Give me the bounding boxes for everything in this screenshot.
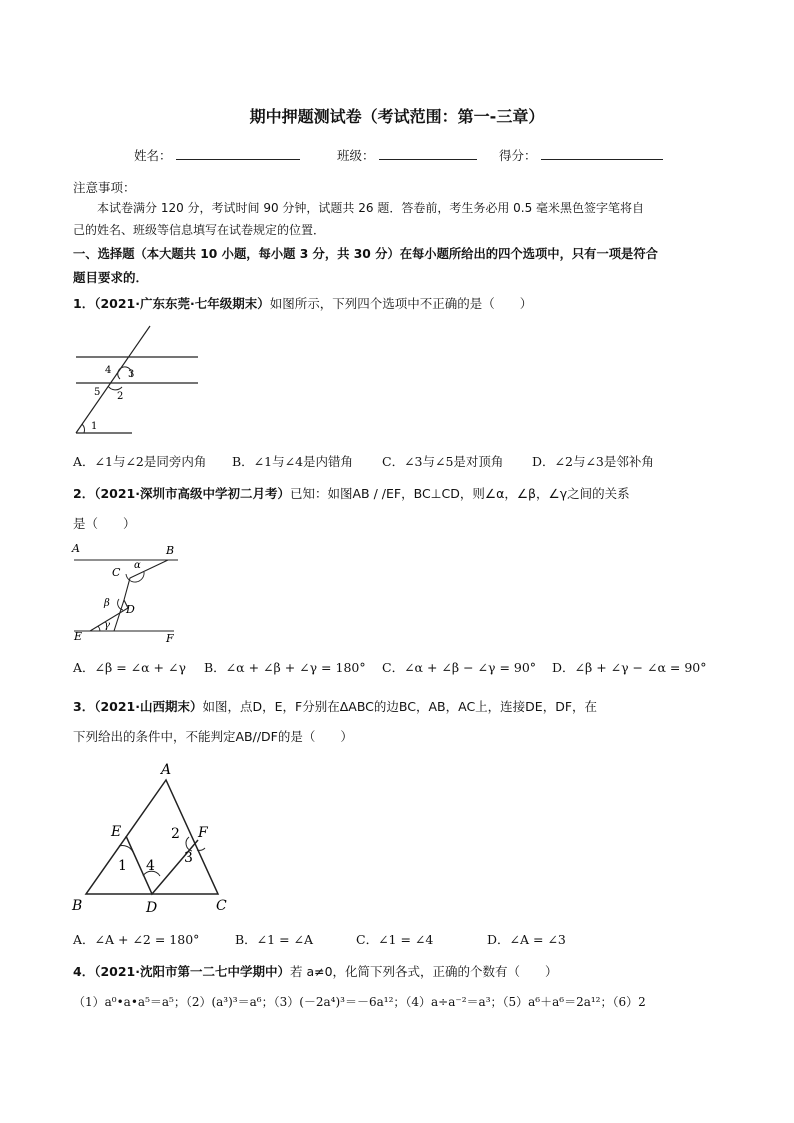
q3-label-1: 1: [118, 858, 127, 874]
q2-label-e: E: [74, 630, 83, 643]
q3-label-3: 3: [184, 850, 193, 866]
q1-label-5: 5: [94, 387, 101, 398]
question-2-option-d[interactable]: D．∠β + ∠γ − ∠α = 90°: [552, 660, 707, 675]
q2-label-f: F: [166, 632, 174, 645]
question-3-figure: [68, 758, 238, 918]
q3-label-2: 2: [171, 826, 180, 842]
class-field[interactable]: [337, 146, 477, 164]
question-1-option-d[interactable]: D．∠2与∠3是邻补角: [532, 454, 654, 469]
q3-label-c: C: [216, 898, 227, 914]
q2-label-c: C: [112, 566, 121, 579]
q3-label-a: A: [161, 762, 172, 778]
name-blank[interactable]: [176, 147, 300, 160]
q2-label-alpha: α: [134, 560, 141, 571]
q1-label-3: 3: [128, 369, 135, 380]
q3-label-e: E: [111, 824, 122, 840]
question-2-option-c[interactable]: C．∠α + ∠β − ∠γ = 90°: [382, 660, 537, 675]
question-4-text: 若 a≠0，化简下列各式，正确的个数有（ ）: [290, 964, 558, 979]
notes-heading: 注意事项：: [73, 180, 136, 195]
question-2-stem-line-2: 是（ ）: [73, 516, 136, 531]
q2-label-b: B: [166, 544, 175, 557]
question-4-source: （2021·沈阳市第一二七中学期中）: [94, 964, 290, 979]
question-3-option-b[interactable]: B．∠1 = ∠A: [235, 932, 314, 947]
question-1-source: （2021·广东东莞·七年级期末）: [94, 296, 270, 311]
q1-label-1: 1: [91, 421, 98, 432]
question-1-option-b[interactable]: B．∠1与∠4是内错角: [232, 454, 354, 469]
q3-label-f: F: [198, 825, 208, 841]
question-1-option-a[interactable]: A．∠1与∠2是同旁内角: [73, 454, 207, 469]
notes-line-2: 己的姓名、班级等信息填写在试卷规定的位置．: [73, 223, 326, 237]
q1-label-4: 4: [105, 365, 112, 376]
score-label: 得分：: [499, 148, 537, 163]
section-heading-line-1: 一、选择题（本大题共 10 小题，每小题 3 分，共 30 分）在每小题所给出的四个选项中，只有一项是符合: [73, 247, 658, 261]
question-3-number: 3．: [73, 699, 95, 714]
question-3-stem: [73, 697, 597, 715]
q2-label-a: A: [72, 542, 80, 555]
question-2-source: （2021·深圳市高级中学初二月考）: [94, 486, 290, 501]
score-field[interactable]: [499, 146, 663, 164]
q2-label-gamma: γ: [104, 620, 110, 631]
question-3-option-a[interactable]: A．∠A + ∠2 = 180°: [73, 932, 200, 947]
question-3-stem-line-2: 下列给出的条件中，不能判定AB//DF的是（ ）: [73, 729, 353, 744]
question-4-stem: [73, 962, 558, 980]
question-1-text: 如图所示，下列四个选项中不正确的是（ ）: [269, 296, 533, 311]
question-2-stem: [73, 484, 630, 502]
name-label: 姓名：: [134, 148, 172, 163]
question-1-number: 1．: [73, 296, 95, 311]
q2-label-beta: β: [104, 598, 110, 609]
question-3-source: （2021·山西期末）: [94, 699, 203, 714]
question-3-option-d[interactable]: D．∠A = ∠3: [487, 932, 566, 947]
question-3-text: 如图，点D，E，F分别在ΔABC的边BC，AB，AC上，连接DE，DF，在: [202, 699, 598, 714]
q2-label-d: D: [126, 603, 135, 616]
q1-label-2: 2: [117, 391, 124, 402]
q3-label-4: 4: [146, 858, 155, 874]
question-2-number: 2．: [73, 486, 95, 501]
question-2-option-a[interactable]: A．∠β = ∠α + ∠γ: [73, 660, 186, 675]
question-2-option-b[interactable]: B．∠α + ∠β + ∠γ = 180°: [204, 660, 366, 675]
page-title: 期中押题测试卷（考试范围：第一-三章）: [249, 107, 545, 126]
q3-label-b: B: [72, 898, 83, 914]
question-1-figure: [70, 325, 210, 440]
class-blank[interactable]: [379, 147, 477, 160]
question-3-option-c[interactable]: C．∠1 = ∠4: [356, 932, 434, 947]
question-2-figure: [68, 538, 188, 646]
class-label: 班级：: [337, 148, 375, 163]
question-1-option-c[interactable]: C．∠3与∠5是对顶角: [382, 454, 504, 469]
section-heading-line-2: 题目要求的．: [73, 270, 149, 285]
notes-line-1: 本试卷满分 120 分，考试时间 90 分钟，试题共 26 题．答卷前，考生务必用 0.5 毫米黑色签字笔将自: [97, 201, 645, 215]
score-blank[interactable]: [541, 147, 663, 160]
question-1-stem: [73, 294, 532, 312]
question-2-text: 已知：如图AB / /EF，BC⊥CD，则∠α，∠β，∠γ之间的关系: [290, 486, 630, 501]
q3-label-d: D: [146, 900, 158, 916]
name-field[interactable]: [134, 146, 300, 164]
question-4-expressions: （1）a⁰•a•a⁵＝a⁵；（2）(a³)³＝a⁶；（3）(－2a⁴)³＝－6a¹²；（4）a÷a⁻²＝a³；（5）a⁶＋a⁶＝2a¹²；（6）2: [73, 995, 646, 1009]
question-4-number: 4．: [73, 964, 95, 979]
